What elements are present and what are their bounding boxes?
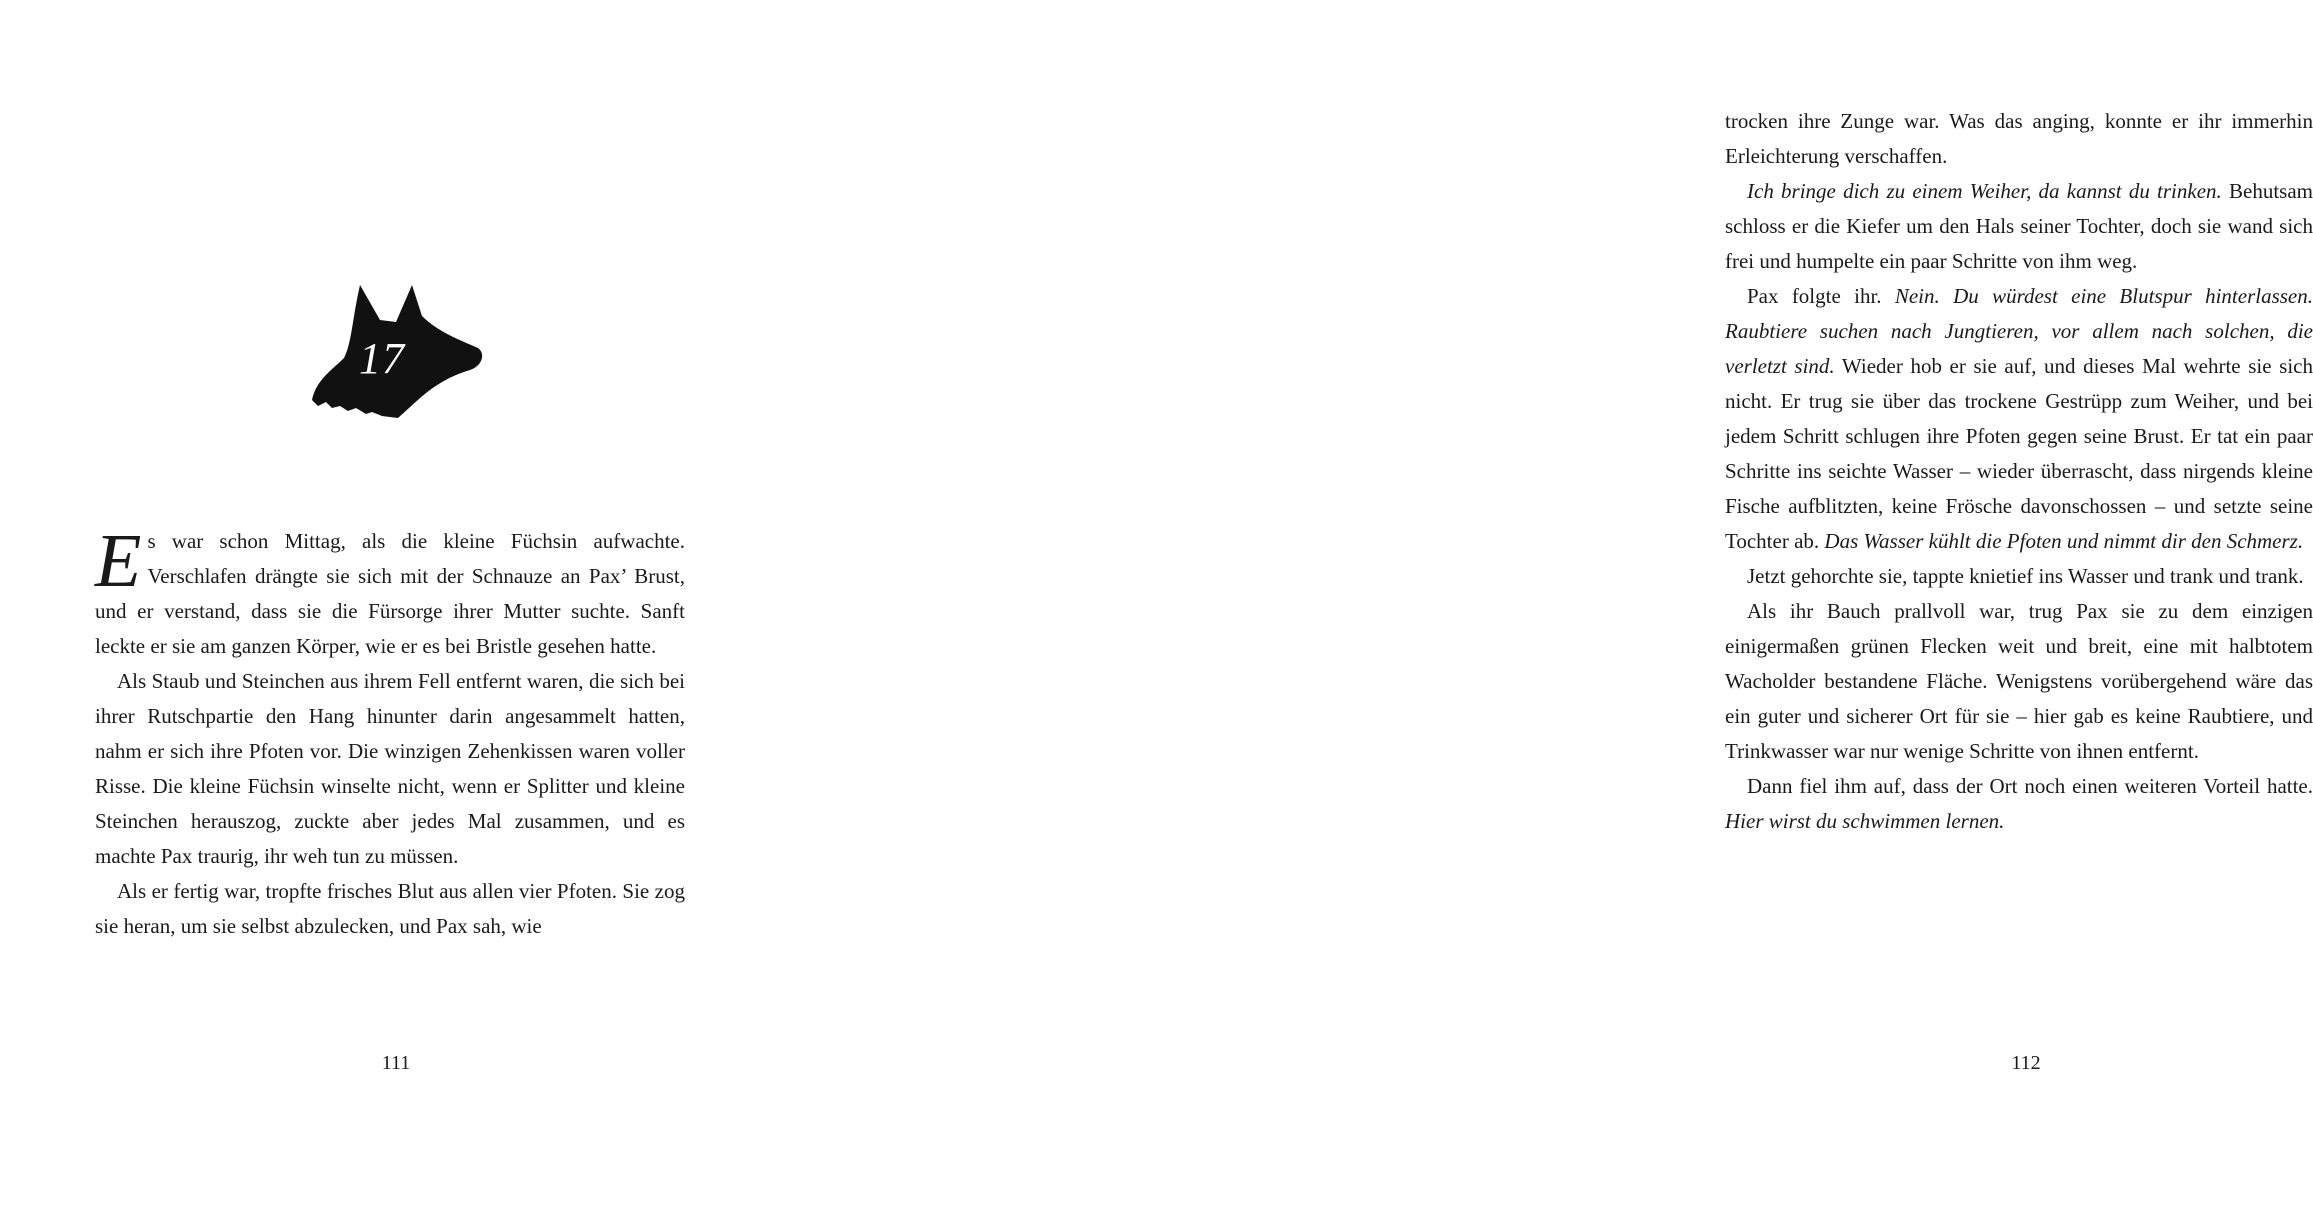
chapter-number: 17 xyxy=(359,334,405,383)
italic-text: Das Wasser kühlt die Pfoten und nimmt dir den Schmerz. xyxy=(1824,529,2304,553)
text-run: Wieder hob er sie auf, und dieses Mal wehrte sie sich nicht. Er trug sie über das trockene Gestrüpp zum Weiher, und bei jedem Schritt schlugen ihre Pfoten gegen seine Brust. Er tat ein paar Schritte ins seichte Wasser – wieder überrascht, dass nirgends kleine Fische aufblitzten, keine Frösche davonschossen – und setzte seine Tochter ab. xyxy=(1725,354,2313,553)
paragraph xyxy=(1725,104,2313,174)
italic-text: Hier wirst du schwimmen lernen. xyxy=(1725,809,2005,833)
page-number: 112 xyxy=(2011,1052,2041,1074)
paragraph xyxy=(95,519,685,664)
page-number: 111 xyxy=(381,1052,411,1074)
paragraph xyxy=(1725,769,2313,839)
right-page-body xyxy=(1725,104,2313,839)
paragraph xyxy=(95,874,685,944)
paragraph xyxy=(1725,559,2313,594)
paragraph xyxy=(1725,279,2313,559)
text-run: Pax folgte ihr. xyxy=(1747,284,1895,308)
right-page xyxy=(800,0,2313,1216)
text-run: Dann fiel ihm auf, dass der Ort noch einen weiteren Vorteil hatte. xyxy=(1747,774,2313,798)
text-run: Als ihr Bauch prallvoll war, trug Pax sie zu dem einzigen einigermaßen grünen Flecken weit und breit, eine mit halbtotem Wacholder bestandene Fläche. Wenigstens vorübergehend wäre das ein guter und sicherer Ort für sie – hier gab es keine Raubtiere, und Trinkwasser war nur wenige Schritte von ihnen entfernt. xyxy=(1725,599,2313,763)
text-run: Als er fertig war, tropfte frisches Blut aus allen vier Pfoten. Sie zog sie heran, um sie selbst abzulecken, und Pax sah, wie xyxy=(95,879,685,938)
text-run: Jetzt gehorchte sie, tappte knietief ins Wasser und trank und trank. xyxy=(1747,564,2304,588)
italic-text: Nein. Du würdest eine Blutspur hinterlassen. Raubtiere suchen nach Jungtieren, vor allem nach solchen, die verletzt sind. xyxy=(1725,284,2313,378)
left-page-body xyxy=(95,519,685,944)
text-run: Als Staub und Steinchen aus ihrem Fell entfernt waren, die sich bei ihrer Rutschpartie den Hang hinunter darin angesammelt hatten, nahm er sich ihre Pfoten vor. Die winzigen Zehenkissen waren voller Risse. Die kleine Füchsin winselte nicht, wenn er Splitter und kleine Steinchen herauszog, zuckte aber jedes Mal zusammen, und es machte Pax traurig, ihr weh tun zu müssen. xyxy=(95,669,685,868)
left-page xyxy=(0,0,800,1216)
italic-text: Ich bringe dich zu einem Weiher, da kannst du trinken. xyxy=(1747,179,2222,203)
drop-cap: E xyxy=(95,519,142,603)
paragraph xyxy=(1725,594,2313,769)
text-run: Behutsam schloss er die Kiefer um den Hals seiner Tochter, doch sie wand sich frei und humpelte ein paar Schritte von ihm weg. xyxy=(1725,179,2313,273)
paragraph xyxy=(1725,174,2313,279)
text-run: trocken ihre Zunge war. Was das anging, konnte er ihr immerhin Erleichterung verschaffen. xyxy=(1725,109,2313,168)
text-run: s war schon Mittag, als die kleine Füchsin aufwachte. Verschlafen drängte sie sich mit der Schnauze an Pax’ Brust, und er verstand, dass sie die Fürsorge ihrer Mutter suchte. Sanft leckte er sie am ganzen Körper, wie er es bei Bristle gesehen hatte. xyxy=(95,529,685,658)
paragraph xyxy=(95,664,685,874)
